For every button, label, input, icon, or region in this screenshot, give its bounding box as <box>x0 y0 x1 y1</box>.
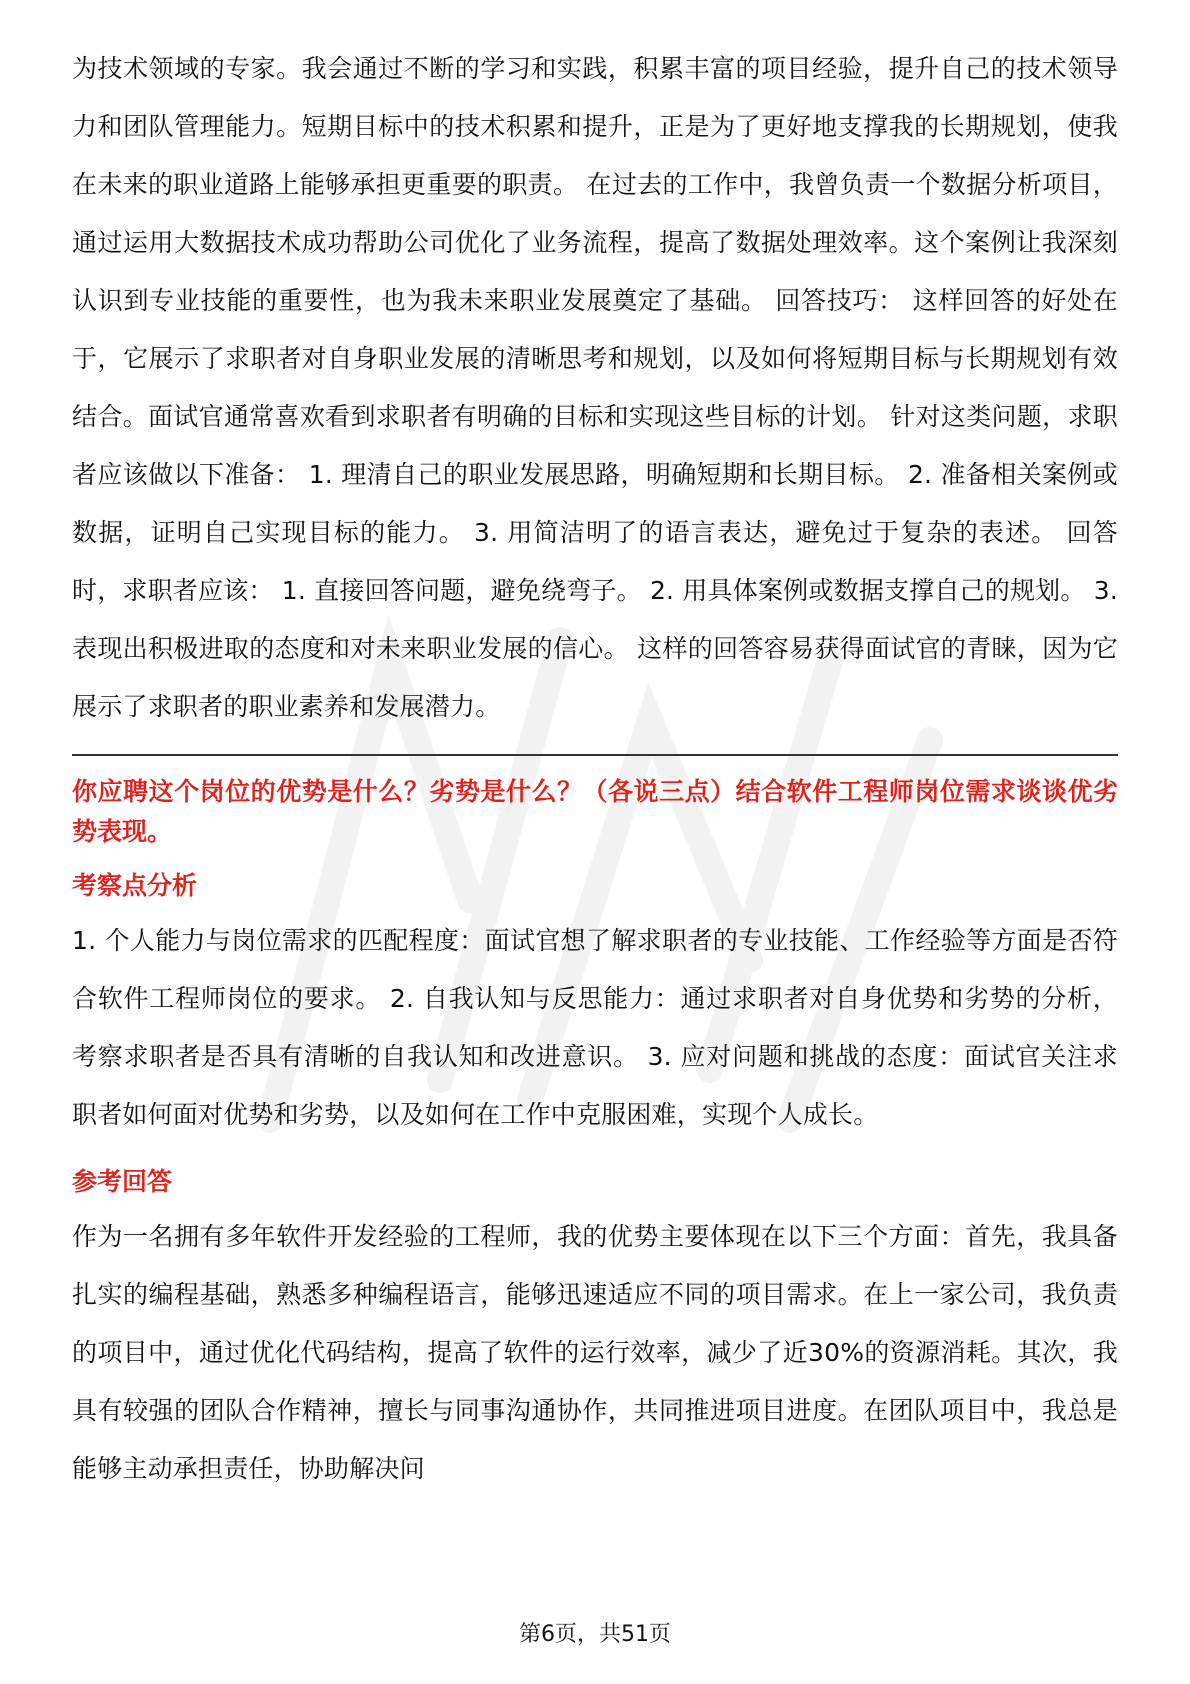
reference-answer-text: 作为一名拥有多年软件开发经验的工程师，我的优势主要体现在以下三个方面：首先，我具备扎实的编程基础，熟悉多种编程语言，能够迅速适应不同的项目需求。在上一家公司，我负责的项目中，通过优化代码结构，提高了软件的运行效率，减少了近30%的资源消耗。其次，我具有较强的团队合作精神，擅长与同事沟通协作，共同推进项目进度。在团队项目中，我总是能够主动承担责任，协助解决问 <box>72 1222 1118 1483</box>
section-divider <box>72 754 1118 756</box>
section-gap <box>72 1144 1118 1162</box>
page-number: 第6页，共51页 <box>519 1622 671 1647</box>
document-page <box>72 40 1118 1498</box>
analysis-heading: 考察点分析 <box>72 871 198 900</box>
interview-question: 你应聘这个岗位的优势是什么？劣势是什么？（各说三点）结合软件工程师岗位需求谈谈优劣势表现。 <box>72 777 1118 846</box>
reference-answer-heading: 参考回答 <box>72 1167 173 1196</box>
analysis-text: 1. 个人能力与岗位需求的匹配程度：面试官想了解求职者的专业技能、工作经验等方面是否符合软件工程师岗位的要求。 2. 自我认知与反思能力：通过求职者对自身优势和劣势的分析，考察求职者是否具有清晰的自我认知和改进意识。 3. 应对问题和挑战的态度：面试官关注求职者如何面对优势和劣势，以及如何在工作中克服困难，实现个人成长。 <box>72 926 1118 1129</box>
continued-answer-paragraph: 为技术领域的专家。我会通过不断的学习和实践，积累丰富的项目经验，提升自己的技术领导力和团队管理能力。短期目标中的技术积累和提升，正是为了更好地支撑我的长期规划，使我在未来的职业道路上能够承担更重要的职责。 在过去的工作中，我曾负责一个数据分析项目，通过运用大数据技术成功帮助公司优化了业务流程，提高了数据处理效率。这个案例让我深刻认识到专业技能的重要性，也为我未来职业发展奠定了基础。 回答技巧： 这样回答的好处在于，它展示了求职者对自身职业发展的清晰思考和规划，以及如何将短期目标与长期规划有效结合。面试官通常喜欢看到求职者有明确的目标和实现这些目标的计划。 针对这类问题，求职者应该做以下准备： 1. 理清自己的职业发展思路，明确短期和长期目标。 2. 准备相关案例或数据，证明自己实现目标的能力。 3. 用简洁明了的语言表达，避免过于复杂的表述。 回答时，求职者应该： 1. 直接回答问题，避免绕弯子。 2. 用具体案例或数据支撑自己的规划。 3. 表现出积极进取的态度和对未来职业发展的信心。 这样的回答容易获得面试官的青睐，因为它展示了求职者的职业素养和发展潜力。 <box>72 54 1118 721</box>
